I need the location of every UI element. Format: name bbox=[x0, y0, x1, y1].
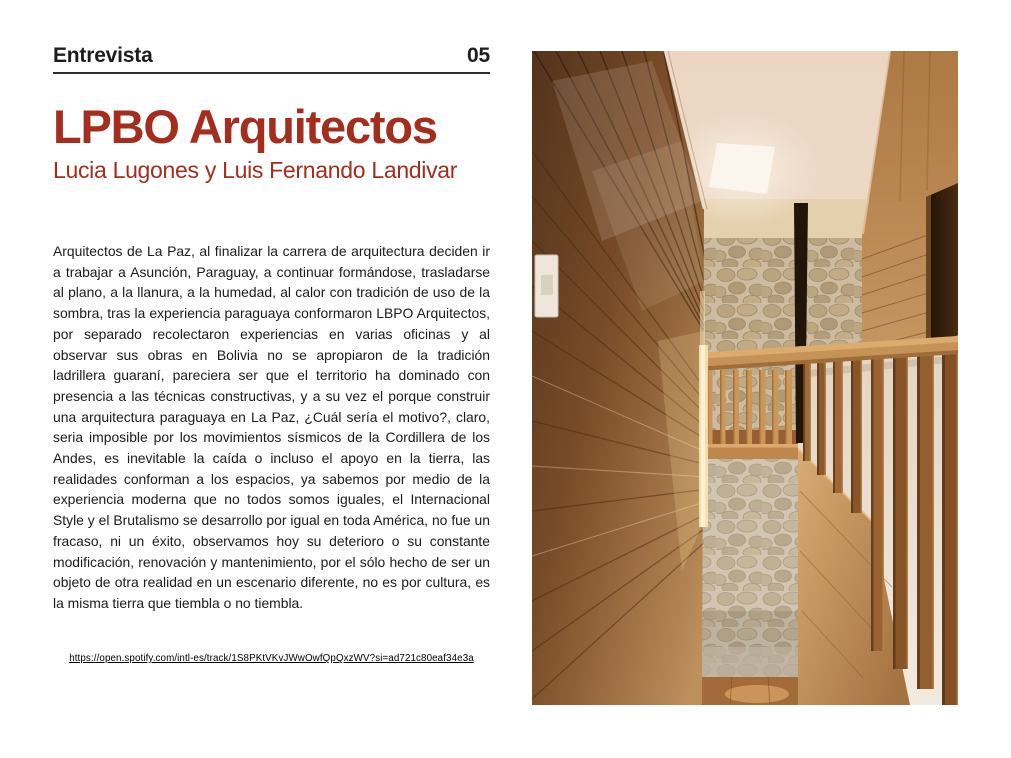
article-subtitle: Lucia Lugones y Luis Fernando Landivar bbox=[53, 157, 458, 183]
text-column bbox=[53, 0, 490, 758]
spotify-link[interactable]: https://open.spotify.com/intl-es/track/1S8PKtVKvJWwOwfQpQxzWV?si=ad721c80eaf34e3a bbox=[69, 653, 474, 664]
page-header bbox=[53, 44, 490, 74]
interior-photo bbox=[532, 51, 958, 705]
section-label: Entrevista bbox=[53, 44, 153, 67]
photo-vignette bbox=[532, 51, 958, 705]
page-number: 05 bbox=[467, 44, 490, 67]
article-body: Arquitectos de La Paz, al finalizar la carrera de arquitectura deciden ir a trabajar a Asunción, Paraguay, a continuar formándose, trasladarse al plano, a la llanura, a la humedad, al calor con tradición de uso de la sombra, tras la experiencia paraguaya conformaron LBPO Arquitectos, por separado recolectaron experiencias en varias oficinas y al observar sus obras en Bolivia no se apropiaron de la tradición ladrillera guaraní, pareciera ser que el territorio ha dominado con presencia a las técnicas constructivas, y a su vez el porque construir una arquitectura paraguaya en La Paz, ¿Cuál sería el motivo?, claro, seria imposible por los movimientos sísmicos de la Cordillera de los Andes, es inevitable la caída o incluso el apoyo en la tierra, las realidades conforman a los espacios, ya sabemos por medio de la experiencia moderna que no todos somos iguales, el Internacional Style y el Brutalismo se desarrollo por igual en toda América, no fue un fracaso, ni un éxito, observamos hoy su deterioro o su constante modificación, renovación y mantenimiento, por el sólo hecho de ser un objeto de otra realidad en un escenario diferente, no es por cultura, es la misma tierra que tiembla o no tiembla. bbox=[53, 243, 490, 611]
article-title: LPBO Arquitectos bbox=[53, 100, 437, 153]
interior-photo-art bbox=[532, 51, 958, 705]
spotify-link-row bbox=[53, 648, 490, 666]
